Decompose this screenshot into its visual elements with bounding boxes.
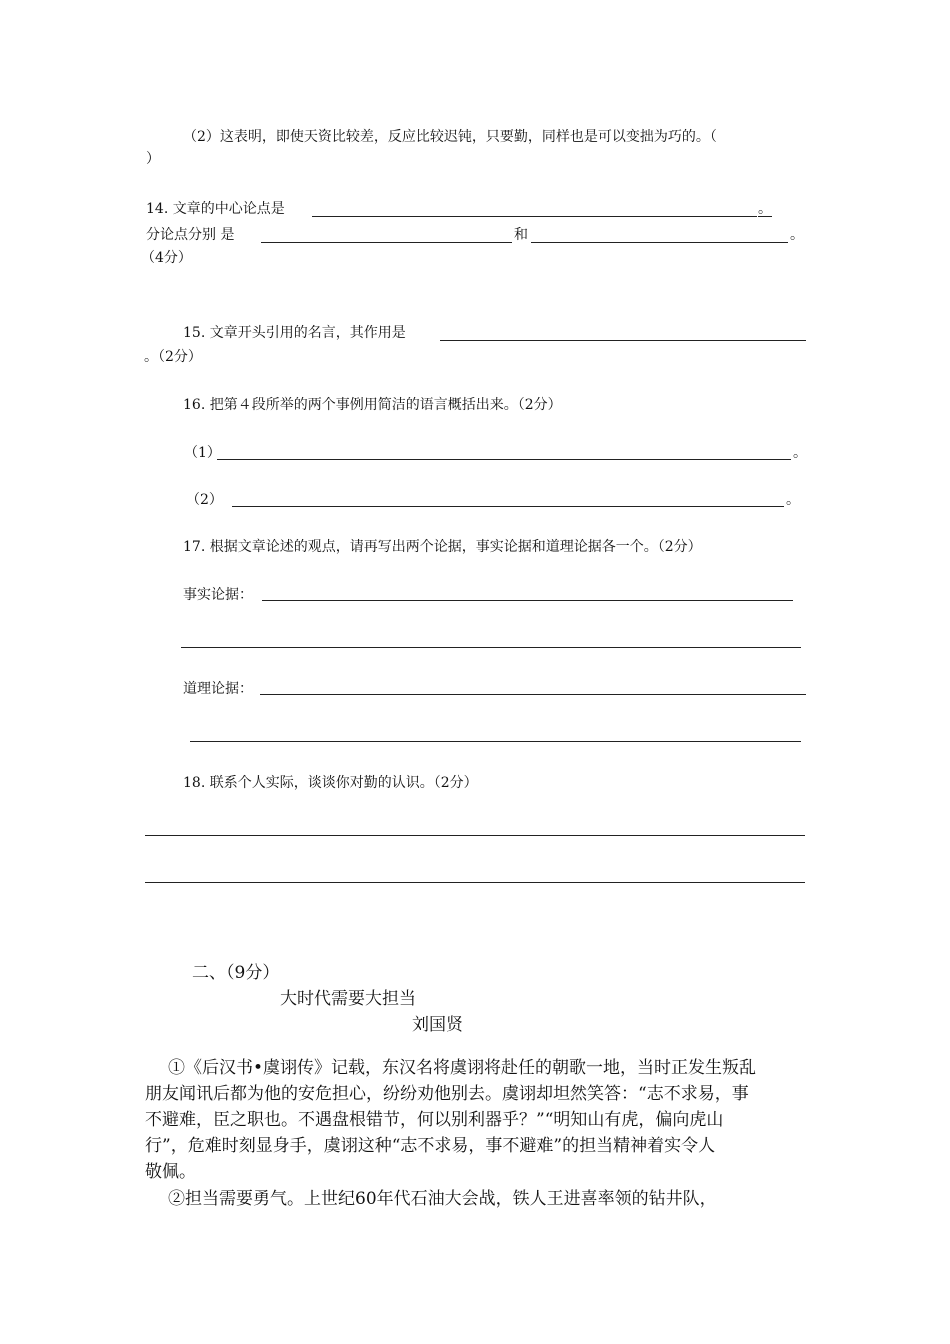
- q14-prompt: 14. 文章的中心论点是: [146, 201, 285, 217]
- q17-reason-label: 道理论据：: [183, 681, 253, 697]
- q17-reason-blank-2[interactable]: [190, 741, 801, 742]
- q14-and: 和: [514, 227, 528, 243]
- q17-fact-blank-2[interactable]: [181, 647, 801, 648]
- q14-period-underline: [758, 216, 772, 217]
- q16-label-2: （2）: [186, 492, 223, 508]
- q17-fact-label: 事实论据：: [183, 587, 253, 603]
- para1-line-2: 朋友闻讯后都为他的安危担心，纷纷劝他别去。虞诩却坦然笑答：“志不求易，事: [145, 1084, 749, 1104]
- article-title: 大时代需要大担当: [280, 989, 416, 1009]
- q14-sub-prompt: 分论点分别 是: [146, 227, 235, 243]
- section2-heading: 二、（9分）: [192, 963, 280, 983]
- q13-2-text: （2）这表明，即使天资比较差，反应比较迟钝，只要勤，同样也是可以变拙为巧的。（: [183, 129, 717, 145]
- q17-prompt: 17. 根据文章论述的观点，请再写出两个论据，事实论据和道理论据各一个。（2分）: [183, 539, 702, 555]
- para2-line-1: ②担当需要勇气。上世纪60年代石油大会战，铁人王进喜率领的钻井队，: [168, 1189, 717, 1209]
- para1-line-5: 敬佩。: [145, 1162, 196, 1182]
- q18-answer-blank-2[interactable]: [145, 882, 805, 883]
- q16-label-1: （1）: [184, 445, 221, 461]
- q14-central-thesis-blank[interactable]: [312, 216, 757, 217]
- q15-prompt: 15. 文章开头引用的名言，其作用是: [183, 325, 406, 341]
- q13-2-close-paren: ）: [146, 151, 160, 167]
- q15-answer-blank[interactable]: [440, 340, 806, 341]
- q14-sub-thesis-1-blank[interactable]: [261, 242, 512, 243]
- article-author: 刘国贤: [412, 1015, 463, 1035]
- q17-reason-blank-1[interactable]: [260, 694, 806, 695]
- para1-line-4: 行”，危难时刻显身手，虞诩这种“志不求易，事不避难”的担当精神着实令人: [145, 1136, 716, 1156]
- q18-answer-blank-1[interactable]: [145, 835, 805, 836]
- q14-score: （4分）: [141, 250, 192, 266]
- q16-period-2: 。: [786, 492, 800, 508]
- para1-line-3: 不避难，臣之职也。不遇盘根错节，何以别利器乎？”“明知山有虎，偏向虎山: [145, 1110, 724, 1130]
- q14-period: 。: [758, 201, 772, 217]
- q16-prompt: 16. 把第４段所举的两个事例用简洁的语言概括出来。（2分）: [183, 397, 562, 413]
- q14-period-2: 。: [790, 227, 804, 243]
- q14-sub-thesis-2-blank[interactable]: [531, 242, 788, 243]
- q16-answer-2-blank[interactable]: [232, 506, 784, 507]
- q15-score: 。（2分）: [144, 349, 202, 365]
- q18-prompt: 18. 联系个人实际，谈谈你对勤的认识。（2分）: [183, 775, 478, 791]
- para1-line-1: ①《后汉书•虞诩传》记载，东汉名将虞诩将赴任的朝歌一地，当时正发生叛乱: [168, 1058, 757, 1078]
- q16-answer-1-blank[interactable]: [217, 459, 791, 460]
- q17-fact-blank-1[interactable]: [262, 600, 793, 601]
- q16-period-1: 。: [793, 445, 807, 461]
